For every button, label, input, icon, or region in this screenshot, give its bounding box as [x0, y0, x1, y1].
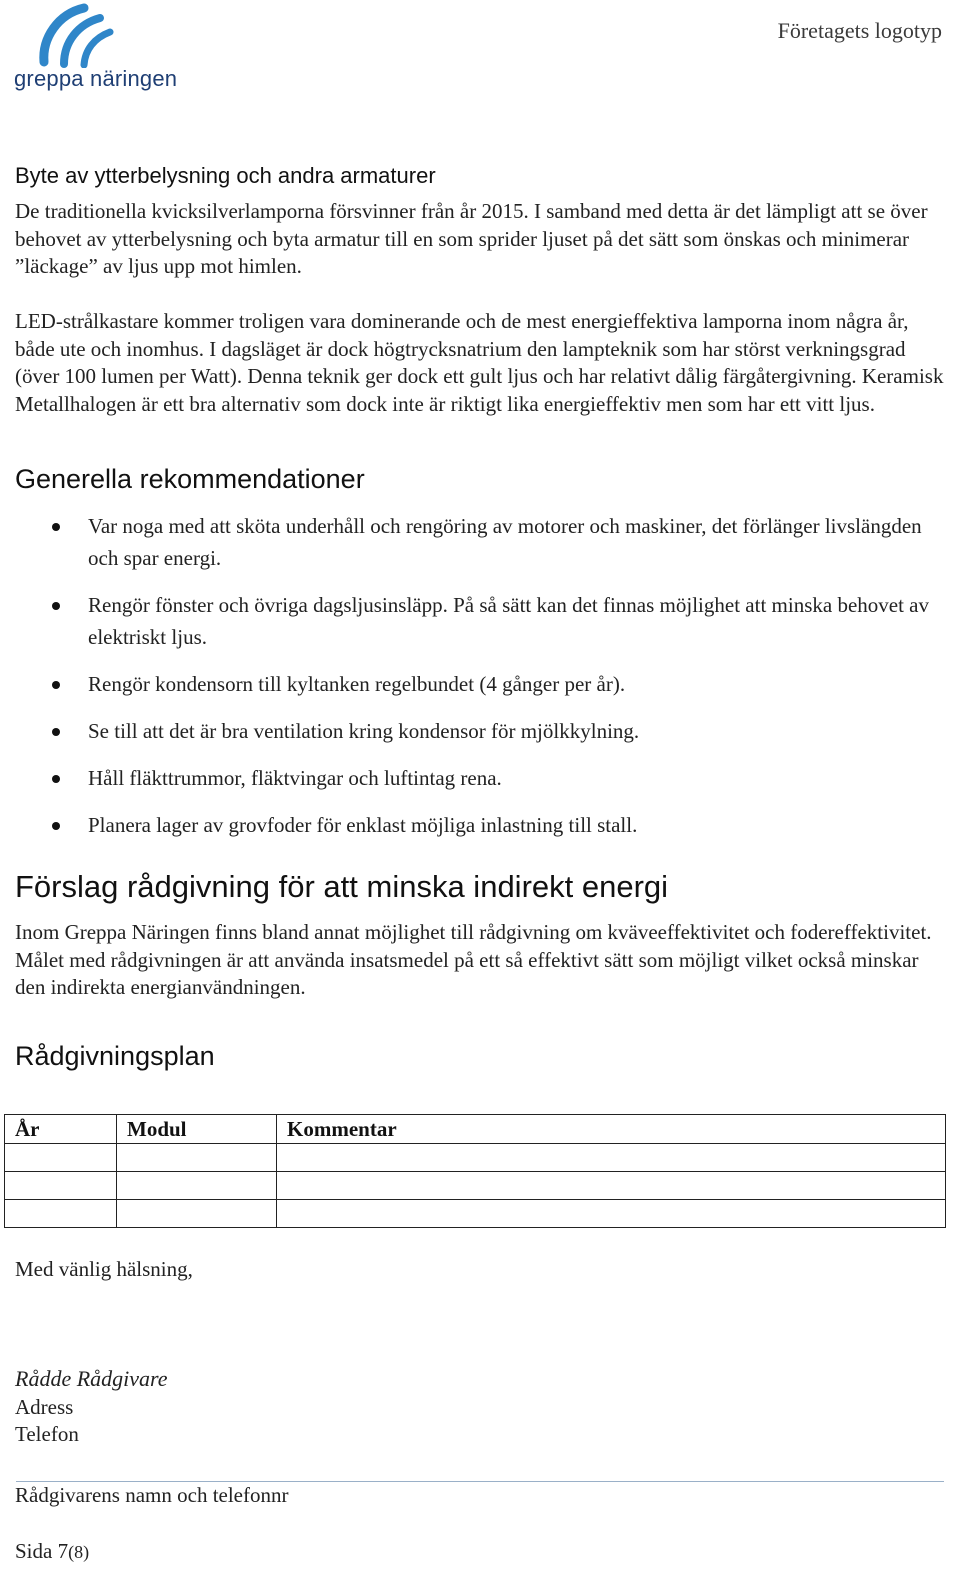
list-item: Rengör fönster och övriga dagsljusinsläpp. På så sätt kan det finnas möjlighet att minska behovet av elektriskt ljus.	[15, 589, 935, 653]
column-header-year: År	[5, 1115, 117, 1144]
table-cell	[117, 1200, 277, 1228]
table-cell	[5, 1172, 117, 1200]
table-row	[5, 1144, 946, 1172]
bullet-icon	[52, 775, 60, 783]
table-cell	[5, 1200, 117, 1228]
bullet-icon	[52, 681, 60, 689]
column-header-module: Modul	[117, 1115, 277, 1144]
list-item: Rengör kondensorn till kyltanken regelbundet (4 gånger per år).	[15, 668, 935, 700]
advisor-name: Rådde Rådgivare	[15, 1366, 168, 1391]
section-title-indirect-energy: Förslag rådgivning för att minska indirekt energi	[15, 869, 669, 904]
logo-arcs-icon	[14, 2, 124, 68]
greppa-naringen-logo	[14, 2, 204, 97]
company-logo-placeholder: Företagets logotyp	[777, 18, 942, 43]
advisor-phone: Telefon	[15, 1422, 79, 1446]
bullet-icon	[52, 523, 60, 531]
section-title-lighting: Byte av ytterbelysning och andra armaturer	[15, 163, 436, 188]
bullet-icon	[52, 728, 60, 736]
table-cell	[117, 1144, 277, 1172]
advice-plan-table	[4, 1114, 946, 1228]
table-cell	[277, 1200, 946, 1228]
recommendations-list	[15, 510, 935, 841]
logo-text: greppa näringen	[14, 66, 178, 91]
column-header-comment: Kommentar	[277, 1115, 946, 1144]
table-cell	[277, 1172, 946, 1200]
list-item: Håll fläkttrummor, fläktvingar och luftintag rena.	[15, 762, 935, 794]
table-cell	[5, 1144, 117, 1172]
bullet-icon	[52, 822, 60, 830]
closing-greeting: Med vänlig hälsning,	[15, 1257, 193, 1281]
table-row	[5, 1200, 946, 1228]
paragraph-lighting-2: LED-strålkastare kommer troligen vara dominerande och de mest energieffektiva lamporna inom några år, både ute och inomhus. I dagsläget är dock högtrycksnatrium den lampteknik som har störst verkningsgrad (över 100 lumen per Watt). Denna teknik ger dock ett gult ljus och har relativt dålig färgåtergivning. Keramisk Metallhalogen är ett bra alternativ som dock inte är riktigt lika energieffektiv men som har ett vitt ljus.	[15, 309, 944, 416]
list-item: Var noga med att sköta underhåll och rengöring av motorer och maskiner, det förlänger livslängden och spar energi.	[15, 510, 935, 574]
list-item: Se till att det är bra ventilation kring kondensor för mjölkkylning.	[15, 715, 935, 747]
table-header-row	[5, 1115, 946, 1144]
footer-divider	[16, 1481, 944, 1482]
list-item: Planera lager av grovfoder för enklast möjliga inlastning till stall.	[15, 809, 935, 841]
advisor-address: Adress	[15, 1395, 74, 1419]
page-number: Sida 7(8)	[15, 1539, 90, 1563]
paragraph-indirect-energy: Inom Greppa Näringen finns bland annat möjlighet till rådgivning om kväveeffektivitet och fodereffektivitet. Målet med rådgivningen är att använda insatsmedel på ett så effektivt sätt som möjligt vilket också minskar den indirekta energianvändningen.	[15, 920, 932, 999]
table-row	[5, 1172, 946, 1200]
section-title-recommendations: Generella rekommendationer	[15, 464, 365, 494]
bullet-icon	[52, 602, 60, 610]
table-cell	[277, 1144, 946, 1172]
table-cell	[117, 1172, 277, 1200]
paragraph-lighting-1: De traditionella kvicksilverlamporna försvinner från år 2015. I samband med detta är det lämpligt att se över behovet av ytterbelysning och byta armatur till en som sprider ljuset på det sätt som önskas och minimerar ”läckage” av ljus upp mot himlen.	[15, 199, 928, 278]
footer-advisor-contact: Rådgivarens namn och telefonnr	[15, 1483, 289, 1507]
section-title-plan: Rådgivningsplan	[15, 1041, 215, 1071]
